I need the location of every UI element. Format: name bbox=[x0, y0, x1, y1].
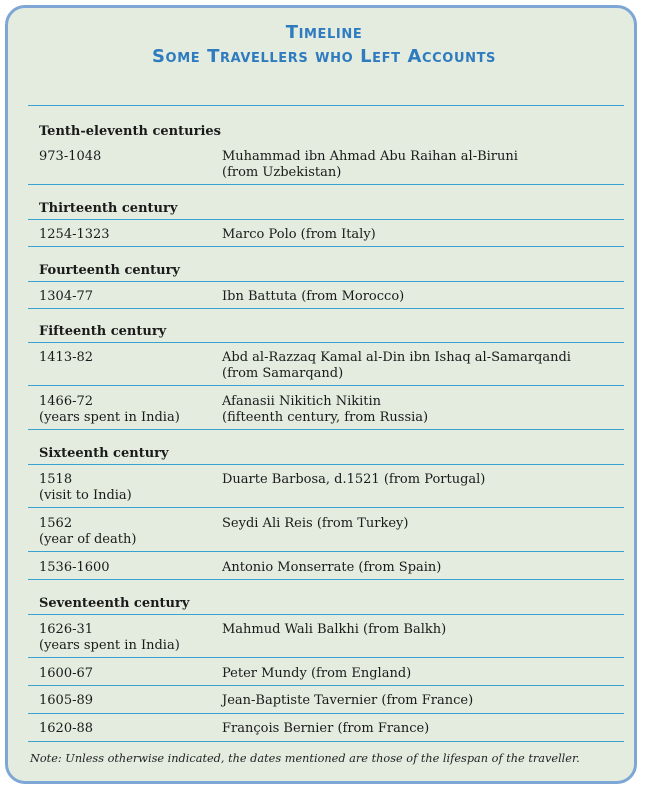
divider bbox=[28, 219, 624, 220]
traveller-origin: (fifteenth century, from Russia) bbox=[222, 410, 429, 425]
divider bbox=[28, 507, 624, 508]
date-note: (year of death) bbox=[39, 532, 137, 547]
divider bbox=[28, 741, 624, 742]
traveller-name: Ibn Battuta (from Morocco) bbox=[222, 289, 405, 304]
date-cell: 1536-1600 bbox=[39, 560, 110, 575]
traveller-name: Afanasii Nikitich Nikitin bbox=[222, 394, 382, 409]
date-cell: 973-1048 bbox=[39, 149, 102, 164]
traveller-name: Antonio Monserrate (from Spain) bbox=[222, 560, 442, 575]
divider bbox=[28, 579, 624, 580]
date-cell: 1562 bbox=[39, 516, 73, 531]
traveller-origin: (from Samarqand) bbox=[222, 366, 344, 381]
date-note: (visit to India) bbox=[39, 488, 132, 503]
divider bbox=[28, 246, 624, 247]
section-heading: Sixteenth century bbox=[39, 446, 169, 461]
section-heading: Fourteenth century bbox=[39, 263, 180, 278]
date-cell: 1626-31 bbox=[39, 622, 94, 637]
traveller-name: Abd al-Razzaq Kamal al-Din ibn Ishaq al-Samarqandi bbox=[222, 350, 571, 365]
divider bbox=[28, 308, 624, 309]
section-heading: Fifteenth century bbox=[39, 324, 167, 339]
divider bbox=[28, 657, 624, 658]
divider bbox=[28, 614, 624, 615]
date-note: (years spent in India) bbox=[39, 410, 180, 425]
date-cell: 1620-88 bbox=[39, 721, 94, 736]
section-heading: Seventeenth century bbox=[39, 596, 190, 611]
traveller-name: Mahmud Wali Balkhi (from Balkh) bbox=[222, 622, 447, 637]
divider bbox=[28, 105, 624, 106]
traveller-name: François Bernier (from France) bbox=[222, 721, 430, 736]
traveller-name: Duarte Barbosa, d.1521 (from Portugal) bbox=[222, 472, 486, 487]
date-cell: 1600-67 bbox=[39, 666, 94, 681]
traveller-name: Jean-Baptiste Tavernier (from France) bbox=[222, 693, 474, 708]
page-title: Timeline bbox=[285, 22, 363, 43]
date-cell: 1304-77 bbox=[39, 289, 94, 304]
section-heading: Tenth-eleventh centuries bbox=[39, 124, 221, 139]
date-cell: 1518 bbox=[39, 472, 73, 487]
traveller-name: Peter Mundy (from England) bbox=[222, 666, 412, 681]
date-cell: 1605-89 bbox=[39, 693, 94, 708]
traveller-name: Marco Polo (from Italy) bbox=[222, 227, 376, 242]
section-heading: Thirteenth century bbox=[39, 201, 178, 216]
divider bbox=[28, 342, 624, 343]
footnote: Note: Unless otherwise indicated, the dates mentioned are those of the lifespan of the traveller. bbox=[30, 752, 580, 765]
divider bbox=[28, 551, 624, 552]
date-cell: 1254-1323 bbox=[39, 227, 110, 242]
divider bbox=[28, 685, 624, 686]
date-note: (years spent in India) bbox=[39, 638, 180, 653]
divider bbox=[28, 281, 624, 282]
traveller-name: Muhammad ibn Ahmad Abu Raihan al-Biruni bbox=[222, 149, 518, 164]
divider bbox=[28, 184, 624, 185]
date-cell: 1413-82 bbox=[39, 350, 94, 365]
divider bbox=[28, 429, 624, 430]
page-subtitle: Some Travellers who Left Accounts bbox=[151, 46, 497, 67]
date-cell: 1466-72 bbox=[39, 394, 94, 409]
traveller-origin: (from Uzbekistan) bbox=[222, 165, 342, 180]
traveller-name: Seydi Ali Reis (from Turkey) bbox=[222, 516, 409, 531]
divider bbox=[28, 464, 624, 465]
divider bbox=[28, 385, 624, 386]
divider bbox=[28, 713, 624, 714]
